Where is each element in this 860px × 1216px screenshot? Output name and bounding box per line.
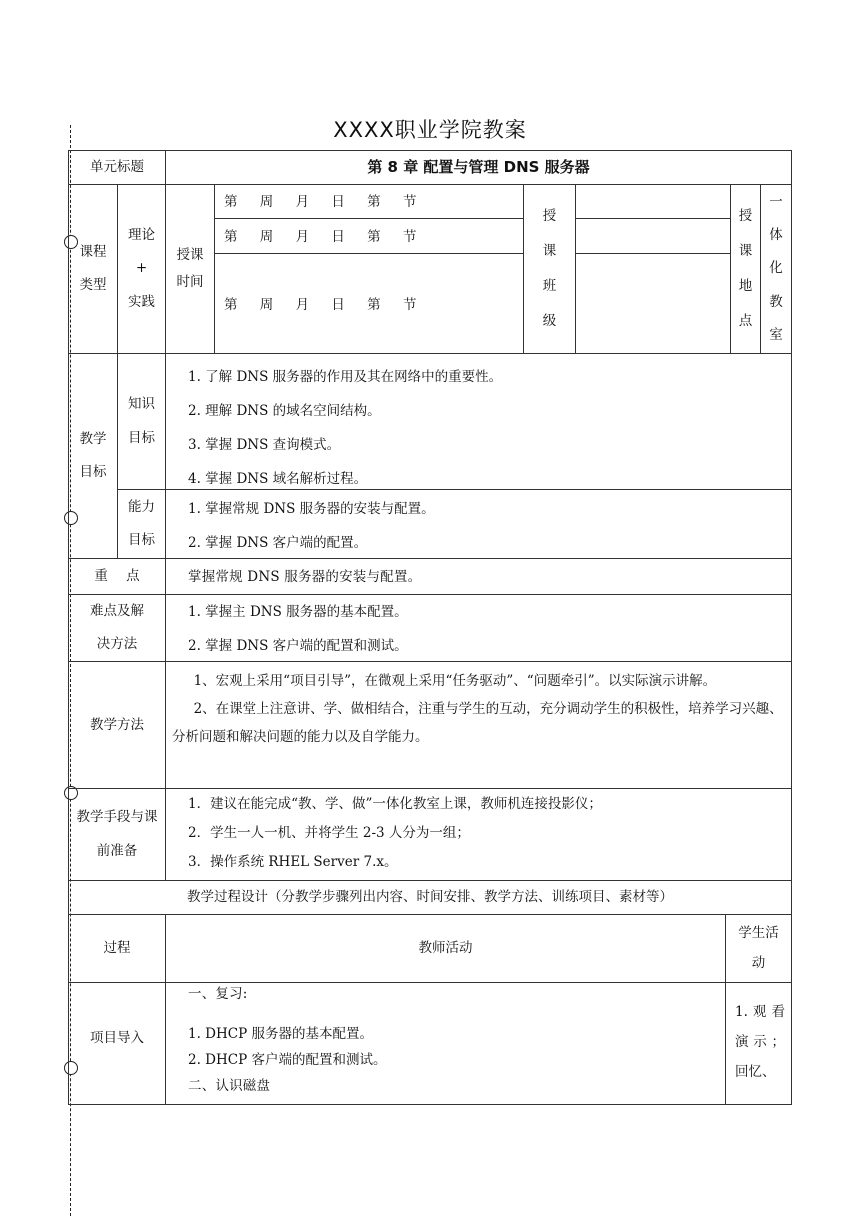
schedule-line: 第 周 月 日 第 节	[224, 194, 417, 210]
student-activity: 1.观看演示；回忆、	[735, 1004, 785, 1080]
difficulty-item: 2. 掌握 DNS 客户端的配置和测试。	[188, 638, 408, 654]
class-label-cell	[523, 184, 576, 354]
location-value-cell	[760, 184, 792, 354]
col-student-header: 学生活动	[738, 924, 779, 971]
method-label-cell	[68, 661, 166, 789]
course-type-value-cell	[117, 184, 166, 354]
document-title: XXXX职业学院教案	[333, 118, 527, 142]
means-item: 1．建议在能完成“教、学、做”一体化教室上课，教师机连接投影仪；	[188, 796, 602, 812]
method-paragraph: 2、在课堂上注意讲、学、做相结合，注重与学生的互动，充分调动学生的积极性，培养学习兴趣、分析问题和解决问题的能力以及自学能力。	[172, 701, 783, 745]
col-student-header-cell	[725, 914, 792, 983]
method-text-cell	[165, 661, 792, 789]
course-type-label-cell	[68, 184, 118, 354]
means-item: 3．操作系统 RHEL Server 7.x。	[188, 854, 398, 870]
knowledge-label-cell	[117, 353, 166, 490]
stage-cell	[68, 982, 166, 1105]
class-value-cell	[575, 253, 731, 354]
objectives-label-cell	[68, 353, 118, 559]
teaching-time-label-cell	[165, 184, 215, 354]
method-paragraph: 1、宏观上采用“项目引导”，在微观上采用“任务驱动”、“问题牵引”。以实际演示讲解。	[193, 673, 717, 689]
method-label: 教学方法	[90, 716, 144, 733]
stage-label: 项目导入	[90, 1030, 144, 1047]
ability-items-cell	[165, 489, 792, 559]
means-label-cell	[68, 788, 166, 881]
objectives-label: 教学目标	[79, 430, 107, 480]
difficulty-label: 难点及解决方法	[90, 602, 144, 652]
schedule-line: 第 周 月 日 第 节	[224, 297, 417, 313]
knowledge-items-cell	[165, 353, 792, 490]
location-label: 授课地点	[738, 207, 753, 330]
difficulty-items-cell	[165, 594, 792, 662]
key-point-value-cell	[165, 558, 792, 595]
unit-title-label: 单元标题	[68, 150, 166, 185]
ability-label: 能力目标	[128, 498, 155, 548]
col-teacher-header: 教师活动	[165, 914, 726, 983]
key-point-value: 掌握常规 DNS 服务器的安装与配置。	[188, 569, 422, 585]
means-item: 2．学生一人一机、并将学生 2-3 人分为一组；	[188, 825, 470, 841]
location-label-cell	[730, 184, 761, 354]
difficulty-item: 1. 掌握主 DNS 服务器的基本配置。	[188, 604, 408, 620]
difficulty-label-cell	[68, 594, 166, 662]
key-point-label: 重 点	[94, 568, 140, 585]
means-items-cell	[165, 788, 792, 881]
knowledge-label: 知识目标	[128, 396, 155, 446]
knowledge-item: 4. 掌握 DNS 域名解析过程。	[188, 471, 368, 487]
schedule-cell	[214, 253, 524, 354]
unit-title-value: 第 8 章 配置与管理 DNS 服务器	[165, 150, 792, 185]
means-label: 教学手段与课前准备	[76, 809, 158, 859]
section-heading: 二、认识磁盘	[188, 1078, 271, 1094]
review-item: 2. DHCP 客户端的配置和测试。	[188, 1052, 387, 1068]
knowledge-item: 3. 掌握 DNS 查询模式。	[188, 437, 341, 453]
teacher-activity-cell	[165, 982, 726, 1105]
class-label: 授课班级	[542, 207, 557, 330]
review-item: 1. DHCP 服务器的基本配置。	[188, 1026, 373, 1042]
ability-item: 2. 掌握 DNS 客户端的配置。	[188, 535, 368, 551]
key-point-label-cell	[68, 558, 166, 595]
knowledge-item: 2. 理解 DNS 的域名空间结构。	[188, 403, 381, 419]
col-process-header: 过程	[68, 914, 166, 983]
process-heading: 教学过程设计（分教学步骤列出内容、时间安排、教学方法、训练项目、素材等）	[68, 880, 792, 915]
schedule-cell	[214, 218, 524, 254]
review-heading: 一、复习:	[188, 986, 248, 1002]
class-value-cell	[575, 184, 731, 219]
ability-label-cell	[117, 489, 166, 559]
location-value: 一体化教室	[769, 194, 783, 343]
teaching-time-label: 授课时间	[176, 247, 204, 290]
knowledge-item: 1. 了解 DNS 服务器的作用及其在网络中的重要性。	[188, 369, 503, 385]
schedule-cell	[214, 184, 524, 219]
class-value-cell	[575, 218, 731, 254]
course-type-value: 理论 + 实践	[128, 227, 155, 310]
schedule-line: 第 周 月 日 第 节	[224, 229, 417, 245]
student-activity-cell	[725, 982, 792, 1105]
ability-item: 1. 掌握常规 DNS 服务器的安装与配置。	[188, 501, 435, 517]
course-type-label: 课程类型	[79, 243, 107, 293]
